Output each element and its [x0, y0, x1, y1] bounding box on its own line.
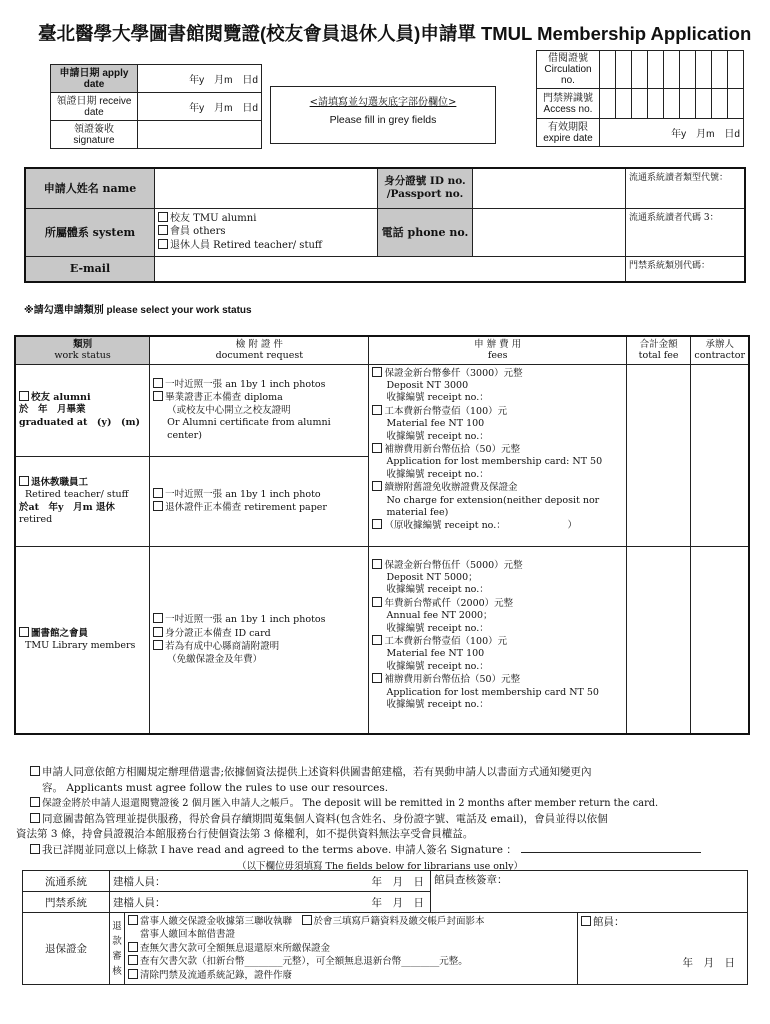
- refund-items: [125, 913, 578, 985]
- checkbox-icon[interactable]: [19, 391, 29, 401]
- access-label: 門禁辨識號 Access no.: [537, 89, 600, 119]
- checkbox-icon[interactable]: [372, 367, 382, 377]
- librarian-only-note: （以下欄位毋須填寫 The fields below for librarians use only）: [237, 861, 523, 872]
- doc-id-card[interactable]: 身分證正本備查 ID card: [153, 627, 365, 640]
- header-docs: 檢 附 證 件 document request: [150, 336, 369, 364]
- checkbox-icon[interactable]: [128, 942, 138, 952]
- doc-photo[interactable]: 一吋近照一張 an 1by 1 inch photo: [153, 488, 365, 501]
- phone-field[interactable]: [473, 208, 626, 256]
- retired-en2: retired: [19, 513, 53, 525]
- doc-alumni-cert-en: Or Alumni certificate from alumni center): [167, 417, 331, 441]
- refund-review-label: 退 款 審 核: [110, 913, 125, 985]
- acc-cell-1[interactable]: [600, 89, 616, 119]
- checkbox-icon[interactable]: [153, 501, 163, 511]
- checkbox-icon[interactable]: [372, 597, 382, 607]
- checkbox-icon[interactable]: [30, 844, 40, 854]
- page-title: 臺北醫學大學圖書館閱覽證(校友會員退休人員)申請單 TMUL Membership Application: [38, 23, 752, 44]
- fee-text: Deposit NT 3000: [386, 379, 469, 391]
- acc-cell-3[interactable]: [631, 89, 647, 119]
- circ-cell-3[interactable]: [631, 51, 647, 89]
- checkbox-icon[interactable]: [372, 443, 382, 453]
- name-label: 申請人姓名 name: [25, 168, 155, 208]
- fees-alumni-retired: [369, 364, 626, 546]
- checkbox-icon[interactable]: [30, 813, 40, 823]
- circ-cell-7[interactable]: [695, 51, 711, 89]
- retired-date: 於at 年y 月m 退休: [19, 501, 115, 513]
- fees-library: [369, 546, 626, 734]
- status-retired: [15, 456, 150, 546]
- acc-cell-7[interactable]: [695, 89, 711, 119]
- docs-retired: [150, 456, 369, 546]
- checkbox-icon[interactable]: [372, 519, 382, 529]
- signature-line[interactable]: [521, 852, 701, 853]
- agreement-privacy[interactable]: 同意圖書館為管理並提供服務，得於會員存續期間蒐集個人資料(包含姓名、身份證字號、電話及 email)，會員並得以依個: [30, 812, 750, 828]
- checkbox-icon[interactable]: [581, 916, 591, 926]
- checkbox-icon[interactable]: [158, 239, 168, 249]
- checkbox-icon[interactable]: [372, 481, 382, 491]
- circ-cell-2[interactable]: [615, 51, 631, 89]
- library-en: TMU Library members: [25, 640, 136, 652]
- docs-library: [150, 546, 369, 734]
- alumni-option[interactable]: 校友 alumni: [19, 391, 146, 404]
- doc-center-proof[interactable]: 若為有成中心縣商請附證明: [153, 640, 365, 653]
- fee-text: 收據編號 receipt no.：: [386, 698, 489, 710]
- fee-text: Material fee NT 100: [386, 418, 485, 430]
- fee-lost-card[interactable]: 補辦費用新台幣伍拾（50）元整: [372, 673, 622, 686]
- doc-photo[interactable]: 一吋近照一張 an 1by 1 inch photos: [153, 378, 365, 391]
- agreement-rules-en: 容。 Applicants must agree follow the rules to use our resources.: [42, 781, 389, 794]
- select-hint: ※請勾選申請類別 please select your work status: [24, 305, 252, 316]
- option-retired[interactable]: 退休人員 Retired teacher/ stuff: [158, 239, 374, 252]
- agreement-signature[interactable]: 我已詳閱並同意以上條款 I have read and agreed to the terms above. 申請人簽名 Signature ：: [30, 843, 750, 859]
- gate-builder[interactable]: 建檔人員： 年 月 日: [110, 892, 431, 913]
- fee-text: material fee): [386, 506, 449, 518]
- option-alumni[interactable]: 校友 TMU alumni: [158, 212, 374, 225]
- fee-deposit[interactable]: 保證金新台幣參仟（3000）元整: [372, 367, 622, 380]
- retired-option[interactable]: 退休教職員工: [19, 476, 146, 489]
- fee-lost-card[interactable]: 補辦費用新台幣伍拾（50）元整: [372, 443, 622, 456]
- refund-item-1[interactable]: 當事人繳交保證金收據第三聯收執聯 於會三填寫戶籍資料及繳交帳戶封面影本: [128, 915, 574, 929]
- apply-date-label: 申請日期 apply date: [51, 65, 138, 93]
- library-option[interactable]: 圖書館之會員: [19, 627, 146, 640]
- apply-date-field[interactable]: 年y 月m 日d: [138, 65, 262, 93]
- refund-item-4[interactable]: 清除門禁及流通系統記錄，證件作廢: [128, 969, 574, 983]
- circ-system-label: 流通系統: [23, 871, 110, 892]
- system-label: 所屬體系 system: [25, 208, 155, 256]
- fee-text: 收據編號 receipt no.：: [386, 430, 489, 442]
- fee-extension[interactable]: 續辦附舊證免收辦證費及保證金: [372, 481, 622, 494]
- fee-text: 收據編號 receipt no.：: [386, 468, 489, 480]
- reader-type-code: 流通系統讀者類型代號：: [626, 168, 746, 208]
- fee-text: 收據編號 receipt no.：: [386, 584, 489, 596]
- checkbox-icon[interactable]: [372, 405, 382, 415]
- refund-item-3[interactable]: 查有欠書欠款（扣新台幣________元整），可全額無息退新台幣________元整。: [128, 955, 574, 969]
- fee-deposit[interactable]: 保證金新台幣伍仟（5000）元整: [372, 559, 622, 572]
- phone-label: 電話 phone no.: [378, 208, 473, 256]
- acc-cell-9[interactable]: [727, 89, 743, 119]
- fee-text: Application for lost membership card NT 50: [386, 686, 599, 698]
- gate-system-label: 門禁系統: [23, 892, 110, 913]
- doc-diploma[interactable]: 畢業證書正本備查 diploma: [153, 391, 365, 404]
- circ-cell-1[interactable]: [600, 51, 616, 89]
- id-label: 身分證號 ID no. /Passport no.: [378, 168, 473, 208]
- applicant-table: [24, 167, 746, 283]
- checkbox-icon[interactable]: [19, 476, 29, 486]
- review-signature[interactable]: 館員查核簽章：: [431, 871, 748, 913]
- agreement-deposit[interactable]: 保證金將於申請人退還閱覽證後 2 個月匯入申請人之帳戶。 The deposit will be remitted in 2 months after member return the card.: [30, 796, 750, 812]
- fee-text: Annual fee NT 2000；: [386, 610, 493, 622]
- refund-item-2[interactable]: 查無欠書欠款可全額無息退還原來所繳保證金: [128, 942, 574, 956]
- name-field[interactable]: [155, 168, 378, 208]
- receive-date-field[interactable]: 年y 月m 日d: [138, 93, 262, 121]
- acc-cell-6[interactable]: [679, 89, 695, 119]
- reader-code: 流通系統讀者代碼 3：: [626, 208, 746, 256]
- checkbox-icon[interactable]: [153, 488, 163, 498]
- fee-annual[interactable]: 年費新台幣貳仟（2000）元整: [372, 597, 622, 610]
- alumni-grad-date-en: graduated at (y) (m): [19, 416, 140, 428]
- header-fees: 申 辦 費 用 fees: [369, 336, 626, 364]
- fee-old-receipt[interactable]: （原收據編號 receipt no.： ）: [372, 519, 622, 532]
- fee-text: No charge for extension(neither deposit nor: [386, 494, 600, 506]
- fee-text: 收據編號 receipt no.：: [386, 622, 489, 634]
- circ-cell-4[interactable]: [647, 51, 663, 89]
- checkbox-icon[interactable]: [153, 627, 163, 637]
- email-field[interactable]: [155, 256, 626, 282]
- fee-text: Deposit NT 5000；: [386, 571, 478, 583]
- checkbox-icon[interactable]: [30, 766, 40, 776]
- checkbox-icon[interactable]: [302, 915, 312, 925]
- agreement-rules[interactable]: 申請人同意依館方相關規定辦理借還書;依據個資法提供上述資料供圖書館建檔，若有異動申請人以書面方式通知變更內: [30, 765, 750, 781]
- application-table: [14, 335, 750, 735]
- checkbox-icon[interactable]: [30, 797, 40, 807]
- system-options: [155, 208, 378, 256]
- checkbox-icon[interactable]: [158, 225, 168, 235]
- contractor-cell-2[interactable]: [691, 546, 749, 734]
- status-library: [15, 546, 150, 734]
- circ-cell-9[interactable]: [727, 51, 743, 89]
- fee-text: Material fee NT 100: [386, 648, 485, 660]
- agreement-privacy-cont: 資法第 3 條，持會員證親洽本館服務台行使個資法第 3 條權利，如不提供資料無法享受會員權益。: [16, 828, 474, 840]
- checkbox-icon[interactable]: [128, 955, 138, 965]
- total-fee-cell-1[interactable]: [626, 364, 691, 546]
- checkbox-icon[interactable]: [153, 391, 163, 401]
- header-status: 類別 work status: [15, 336, 150, 364]
- card-info-table: [536, 50, 744, 147]
- checkbox-icon[interactable]: [372, 635, 382, 645]
- refund-item-1c: 當事人繳回本館借書證: [140, 929, 236, 941]
- header-total: 合計金額 total fee: [626, 336, 691, 364]
- notice-line2: Please fill in grey fields: [329, 114, 437, 126]
- signature-field[interactable]: [138, 121, 262, 149]
- retired-en: Retired teacher/ stuff: [25, 489, 129, 501]
- agreements: [16, 765, 750, 858]
- notice-box: [270, 86, 496, 144]
- fee-material[interactable]: 工本費新台幣壹佰（100）元: [372, 405, 622, 418]
- status-alumni: [15, 364, 150, 456]
- acc-cell-2[interactable]: [615, 89, 631, 119]
- circ-cell-5[interactable]: [663, 51, 679, 89]
- id-field[interactable]: [473, 168, 626, 208]
- checkbox-icon[interactable]: [158, 212, 168, 222]
- circ-builder[interactable]: 建檔人員： 年 月 日: [110, 871, 431, 892]
- email-label: E-mail: [25, 256, 155, 282]
- checkbox-icon[interactable]: [128, 969, 138, 979]
- docs-alumni: [150, 364, 369, 456]
- checkbox-icon[interactable]: [153, 640, 163, 650]
- circ-cell-8[interactable]: [711, 51, 727, 89]
- fee-text: Application for lost membership card: NT 50: [386, 456, 603, 468]
- doc-retirement[interactable]: 退休證件正本備查 retirement paper: [153, 501, 365, 514]
- checkbox-icon[interactable]: [372, 559, 382, 569]
- refund-label: 退保證金: [23, 913, 110, 985]
- total-fee-cell-2[interactable]: [626, 546, 691, 734]
- acc-cell-4[interactable]: [647, 89, 663, 119]
- alumni-grad-date: 於 年 月畢業: [19, 404, 86, 416]
- option-others[interactable]: 會員 others: [158, 225, 374, 238]
- acc-cell-5[interactable]: [663, 89, 679, 119]
- circ-cell-6[interactable]: [679, 51, 695, 89]
- acc-cell-8[interactable]: [711, 89, 727, 119]
- fee-text: 收據編號 receipt no.：: [386, 660, 489, 672]
- checkbox-icon[interactable]: [19, 627, 29, 637]
- doc-exempt: （免繳保證金及年費）: [167, 653, 263, 665]
- header-contractor: 承辦人 contractor: [691, 336, 749, 364]
- checkbox-icon[interactable]: [153, 613, 163, 623]
- checkbox-icon[interactable]: [128, 915, 138, 925]
- dates-table: [50, 64, 262, 149]
- receive-date-label: 領證日期 receive date: [51, 93, 138, 121]
- expire-field[interactable]: 年y 月m 日d: [600, 119, 744, 147]
- refund-table: [22, 912, 748, 985]
- checkbox-icon[interactable]: [153, 378, 163, 388]
- librarian-table: [22, 870, 748, 913]
- expire-label: 有效期限 expire date: [537, 119, 600, 147]
- contractor-cell-1[interactable]: [691, 364, 749, 546]
- refund-date: 年 月 日: [682, 957, 735, 969]
- signature-label: 領證簽收 signature: [51, 121, 138, 149]
- fee-material[interactable]: 工本費新台幣壹佰（100）元: [372, 635, 622, 648]
- gate-code: 門禁系統類別代碼：: [626, 256, 746, 282]
- refund-staff[interactable]: 館員： 年 月 日: [578, 913, 748, 985]
- doc-photo[interactable]: 一吋近照一張 an 1by 1 inch photos: [153, 613, 365, 626]
- fee-text: 收據編號 receipt no.：: [386, 392, 489, 404]
- doc-alumni-cert: （或校友中心開立之校友證明: [167, 404, 291, 416]
- circulation-label: 借閱證號 Circulation no.: [537, 51, 600, 89]
- checkbox-icon[interactable]: [372, 673, 382, 683]
- notice-line1: <請填寫並勾選灰底字部份欄位>: [309, 97, 457, 108]
